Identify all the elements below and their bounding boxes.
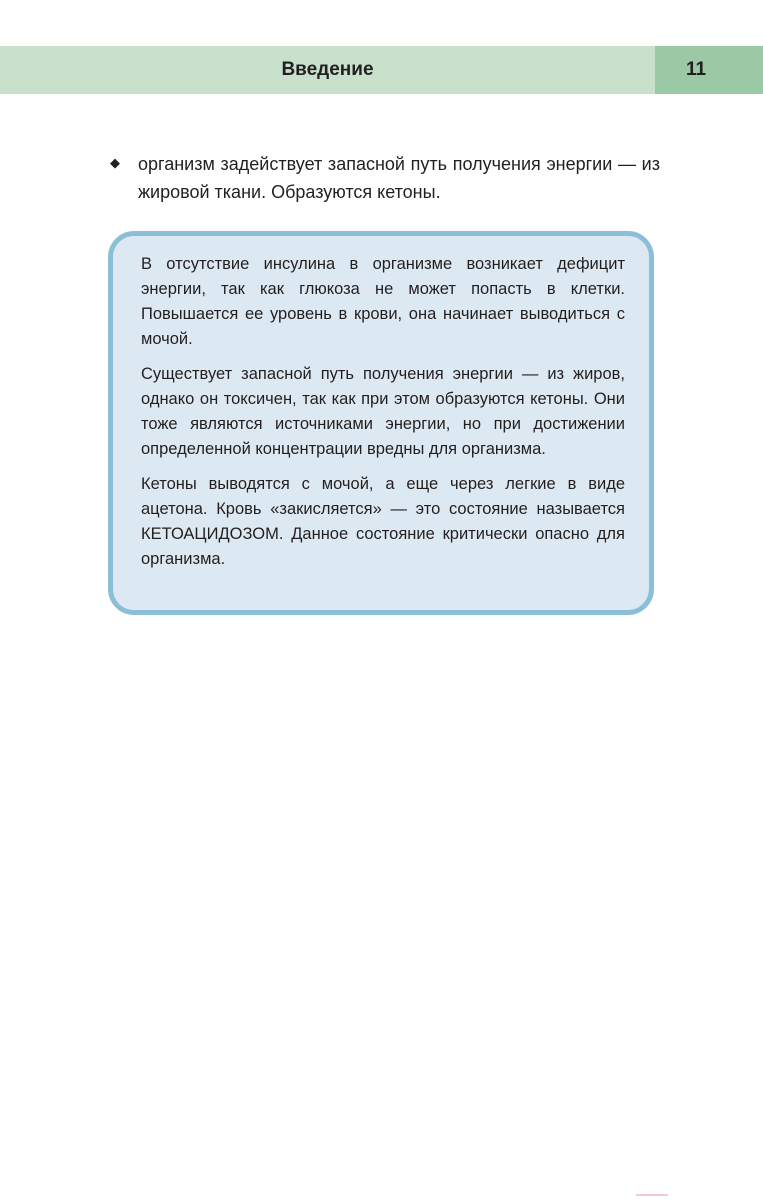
bullet-list-item — [110, 150, 660, 206]
info-callout-box — [108, 231, 654, 615]
page-header — [0, 46, 763, 94]
page-number-box — [655, 46, 763, 94]
diamond-bullet-icon: ◆ — [110, 155, 120, 170]
info-paragraph: Существует запасной путь получения энергии — из жиров, однако он токсичен, так как при этом образуются кетоны. Они тоже являются источниками энергии, но при достижении определенной концентрации вредны для организма. — [141, 365, 625, 458]
decorative-mark — [636, 1194, 668, 1196]
bullet-text: организм задействует запасной путь получения энергии — из жировой ткани. Образуются кетоны. — [138, 154, 660, 202]
info-paragraph: В отсутствие инсулина в организме возникает дефицит энергии, так как глюкоза не может попасть в клетки. Повышается ее уровень в крови, она начинает выводиться с мочой. — [141, 255, 625, 348]
info-paragraph: Кетоны выводятся с мочой, а еще через легкие в виде ацетона. Кровь «закисляется» — это состояние называется КЕТОАЦИДОЗОМ. Данное состояние критически опасно для организма. — [141, 475, 625, 568]
page-number: 11 — [685, 59, 707, 80]
chapter-title: Введение — [281, 59, 374, 80]
